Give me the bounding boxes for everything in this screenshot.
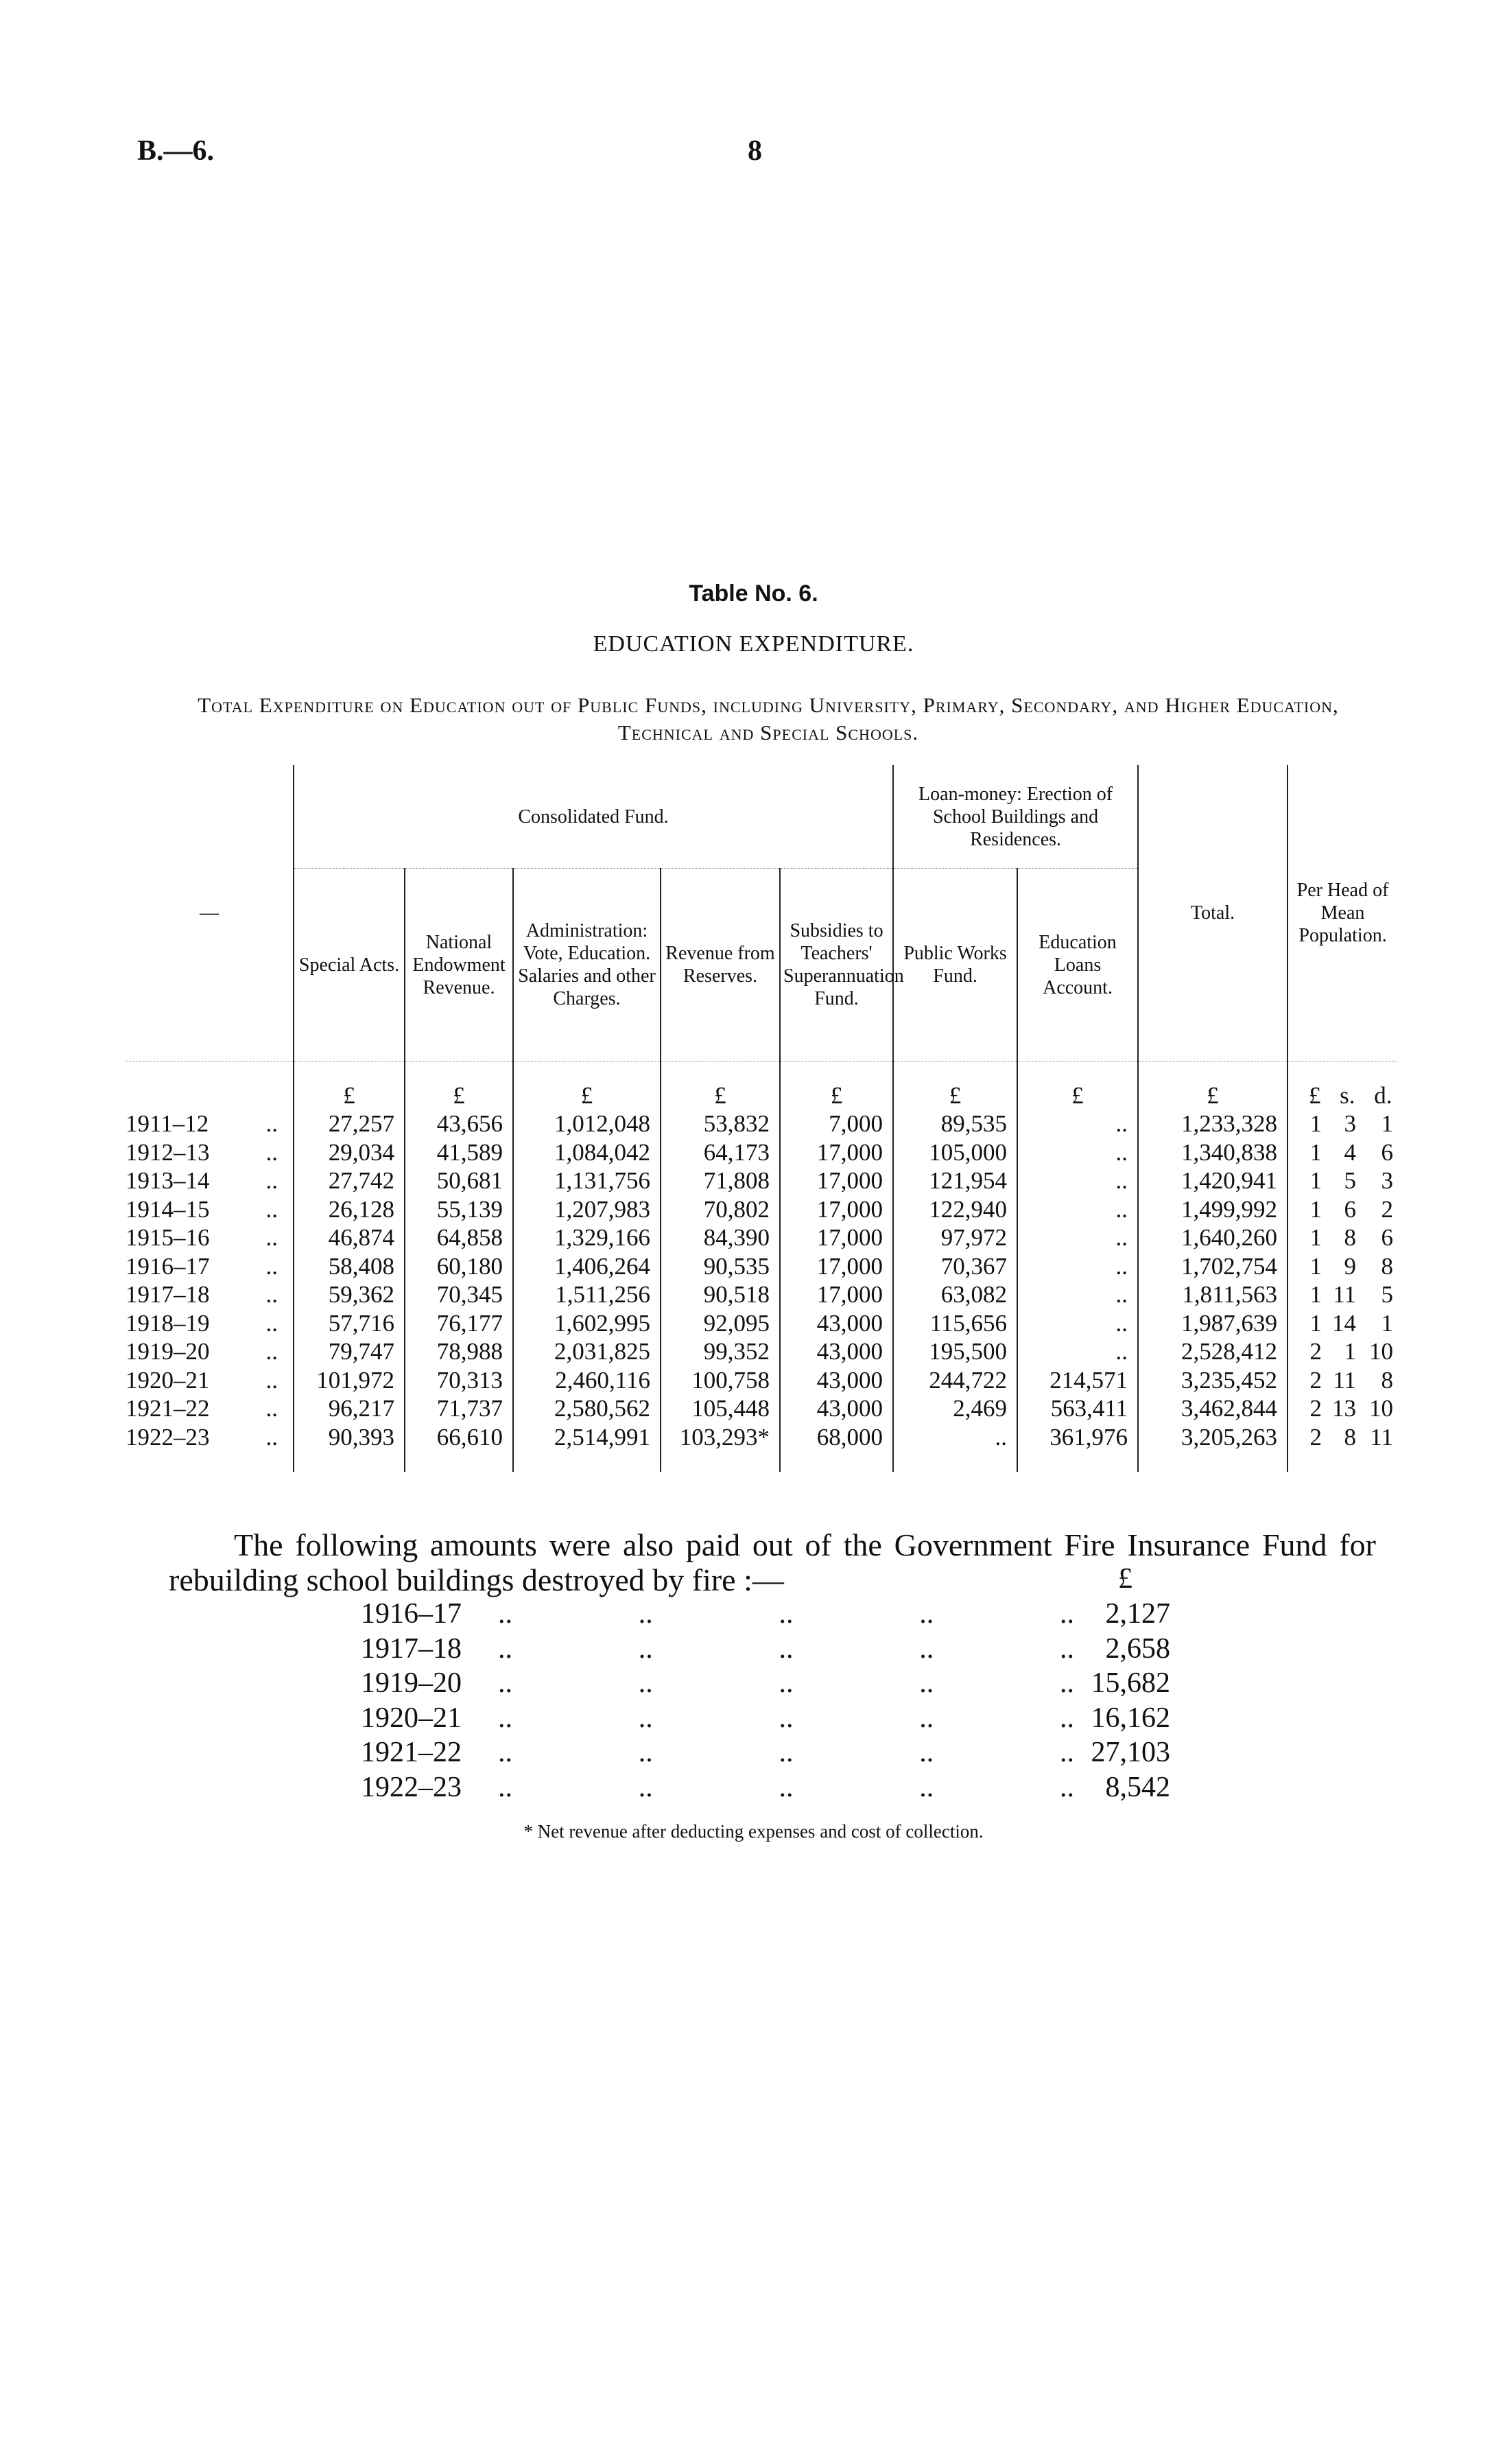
per-head-pence: 8 bbox=[1381, 1252, 1394, 1280]
fire-fund-row bbox=[361, 1771, 1170, 1805]
tail-cell bbox=[294, 1451, 405, 1472]
tail-cell bbox=[780, 1451, 893, 1472]
table-row bbox=[126, 1252, 1397, 1281]
loan-money-header: Loan-money: Erection of School Buildings and Residences. bbox=[893, 765, 1138, 869]
value-cell: 90,393 bbox=[294, 1423, 405, 1452]
tail-cell bbox=[893, 1451, 1017, 1472]
per-head-shillings: 6 bbox=[1344, 1195, 1357, 1223]
value-cell: 1,640,260 bbox=[1138, 1223, 1288, 1252]
leader-dots: .. .. .. .. .. bbox=[498, 1632, 1074, 1665]
value-cell: 1,084,042 bbox=[513, 1138, 661, 1167]
per-head-pence: 8 bbox=[1381, 1366, 1394, 1394]
value-cell: 17,000 bbox=[780, 1223, 893, 1252]
per-head-cell bbox=[1288, 1252, 1397, 1281]
per-head-pounds: 1 bbox=[1309, 1195, 1322, 1223]
leader-dots: .. bbox=[265, 1167, 278, 1194]
value-cell: 89,535 bbox=[893, 1110, 1017, 1138]
value-cell: 53,832 bbox=[661, 1110, 780, 1138]
total-header: Total. bbox=[1138, 765, 1288, 1061]
table-row bbox=[126, 1394, 1397, 1423]
fire-year: 1920–21 bbox=[361, 1702, 462, 1734]
value-cell: 43,000 bbox=[780, 1337, 893, 1366]
year-cell bbox=[126, 1309, 294, 1338]
value-cell: 43,000 bbox=[780, 1309, 893, 1338]
consolidated-fund-header: Consolidated Fund. bbox=[294, 765, 893, 869]
education-expenditure-table bbox=[126, 765, 1397, 1472]
value-cell: 64,858 bbox=[405, 1223, 513, 1252]
unit-label: s. bbox=[1340, 1081, 1355, 1109]
fire-year: 1917–18 bbox=[361, 1632, 462, 1665]
value-cell: 1,340,838 bbox=[1138, 1138, 1288, 1167]
table-row bbox=[126, 1166, 1397, 1195]
table-row bbox=[126, 1138, 1397, 1167]
value-cell: 2,460,116 bbox=[513, 1366, 661, 1395]
value-cell: 1,131,756 bbox=[513, 1166, 661, 1195]
value-cell: 92,095 bbox=[661, 1309, 780, 1338]
fire-fund-row bbox=[361, 1597, 1170, 1632]
per-head-units bbox=[1288, 1061, 1397, 1110]
value-cell: 17,000 bbox=[780, 1166, 893, 1195]
year-cell bbox=[126, 1223, 294, 1252]
leader-dots: .. bbox=[265, 1138, 278, 1166]
year-cell bbox=[126, 1138, 294, 1167]
per-head-pence: 3 bbox=[1381, 1167, 1394, 1194]
year-cell bbox=[126, 1423, 294, 1452]
per-head-shillings: 3 bbox=[1344, 1110, 1357, 1137]
leader-dots: .. bbox=[265, 1252, 278, 1280]
value-cell: 60,180 bbox=[405, 1252, 513, 1281]
value-cell: 41,589 bbox=[405, 1138, 513, 1167]
value-cell: 121,954 bbox=[893, 1166, 1017, 1195]
fire-amount: 2,127 bbox=[1105, 1598, 1170, 1630]
value-cell: 1,012,048 bbox=[513, 1110, 661, 1138]
year-label: 1921–22 bbox=[126, 1395, 210, 1422]
value-cell: 17,000 bbox=[780, 1195, 893, 1224]
value-cell: 46,874 bbox=[294, 1223, 405, 1252]
year-cell bbox=[126, 1280, 294, 1309]
value-cell: 2,469 bbox=[893, 1394, 1017, 1423]
per-head-pounds: 1 bbox=[1309, 1224, 1322, 1251]
year-cell bbox=[126, 1252, 294, 1281]
per-head-cell bbox=[1288, 1138, 1397, 1167]
leader-dots: .. bbox=[265, 1395, 278, 1422]
tail-cell bbox=[126, 1451, 294, 1472]
value-cell: 2,528,412 bbox=[1138, 1337, 1288, 1366]
value-cell: 17,000 bbox=[780, 1252, 893, 1281]
value-cell: .. bbox=[893, 1423, 1017, 1452]
fire-amount: 15,682 bbox=[1091, 1667, 1170, 1699]
unit-label: £ bbox=[513, 1061, 661, 1110]
value-cell: 1,602,995 bbox=[513, 1309, 661, 1338]
year-label: 1919–20 bbox=[126, 1338, 210, 1365]
table-row bbox=[126, 1309, 1397, 1338]
value-cell: 1,207,983 bbox=[513, 1195, 661, 1224]
per-head-pounds: 2 bbox=[1309, 1366, 1322, 1394]
leader-dots: .. .. .. .. .. bbox=[498, 1667, 1074, 1699]
value-cell: .. bbox=[1017, 1252, 1138, 1281]
per-head-pounds: 1 bbox=[1309, 1252, 1322, 1280]
year-label: 1913–14 bbox=[126, 1167, 210, 1194]
value-cell: 43,656 bbox=[405, 1110, 513, 1138]
value-cell: 71,737 bbox=[405, 1394, 513, 1423]
value-cell: 361,976 bbox=[1017, 1423, 1138, 1452]
year-cell bbox=[126, 1366, 294, 1395]
education-loans-header: Education Loans Account. bbox=[1017, 869, 1138, 1061]
value-cell: 2,031,825 bbox=[513, 1337, 661, 1366]
value-cell: 1,499,992 bbox=[1138, 1195, 1288, 1224]
tail-cell bbox=[405, 1451, 513, 1472]
value-cell: .. bbox=[1017, 1110, 1138, 1138]
value-cell: 1,329,166 bbox=[513, 1223, 661, 1252]
revenue-reserves-header: Revenue from Reserves. bbox=[661, 869, 780, 1061]
value-cell: 122,940 bbox=[893, 1195, 1017, 1224]
fire-amount: 16,162 bbox=[1091, 1702, 1170, 1734]
per-head-cell bbox=[1288, 1280, 1397, 1309]
value-cell: 1,406,264 bbox=[513, 1252, 661, 1281]
value-cell: 3,235,452 bbox=[1138, 1366, 1288, 1395]
per-head-shillings: 8 bbox=[1344, 1423, 1357, 1451]
value-cell: 78,988 bbox=[405, 1337, 513, 1366]
table-row bbox=[126, 1423, 1397, 1452]
units-row bbox=[126, 1061, 1397, 1110]
per-head-shillings: 1 bbox=[1344, 1338, 1357, 1365]
table-row bbox=[126, 1110, 1397, 1138]
tail-cell bbox=[1017, 1451, 1138, 1472]
year-label: 1916–17 bbox=[126, 1252, 210, 1280]
value-cell: 17,000 bbox=[780, 1280, 893, 1309]
administration-header: Administration: Vote, Education. Salaries and other Charges. bbox=[513, 869, 661, 1061]
fire-amount: 2,658 bbox=[1105, 1632, 1170, 1665]
tail-cell bbox=[513, 1451, 661, 1472]
year-cell bbox=[126, 1166, 294, 1195]
per-head-pounds: 2 bbox=[1309, 1338, 1322, 1365]
unit-label: £ bbox=[893, 1061, 1017, 1110]
per-head-pounds: 1 bbox=[1309, 1138, 1322, 1166]
value-cell: 70,313 bbox=[405, 1366, 513, 1395]
per-head-pence: 10 bbox=[1369, 1338, 1394, 1365]
per-head-cell bbox=[1288, 1309, 1397, 1338]
leader-dots: .. .. .. .. .. bbox=[498, 1702, 1074, 1734]
table-heading: EDUCATION EXPENDITURE. bbox=[593, 631, 914, 657]
tail-cell bbox=[661, 1451, 780, 1472]
fire-fund-row bbox=[361, 1702, 1170, 1736]
per-head-cell bbox=[1288, 1110, 1397, 1138]
public-works-header: Public Works Fund. bbox=[893, 869, 1017, 1061]
value-cell: 103,293* bbox=[661, 1423, 780, 1452]
per-head-pence: 1 bbox=[1381, 1110, 1394, 1137]
value-cell: 76,177 bbox=[405, 1309, 513, 1338]
per-head-cell bbox=[1288, 1394, 1397, 1423]
fire-year: 1916–17 bbox=[361, 1598, 462, 1630]
value-cell: 105,000 bbox=[893, 1138, 1017, 1167]
page-reference: B.—6. bbox=[137, 135, 215, 167]
value-cell: 90,518 bbox=[661, 1280, 780, 1309]
value-cell: 195,500 bbox=[893, 1337, 1017, 1366]
unit-label: £ bbox=[1017, 1061, 1138, 1110]
unit-label: £ bbox=[661, 1061, 780, 1110]
value-cell: 43,000 bbox=[780, 1394, 893, 1423]
fire-fund-unit: £ bbox=[1118, 1563, 1132, 1595]
per-head-pounds: 1 bbox=[1309, 1281, 1322, 1308]
year-cell bbox=[126, 1337, 294, 1366]
value-cell: 2,514,991 bbox=[513, 1423, 661, 1452]
per-head-pounds: 1 bbox=[1309, 1167, 1322, 1194]
value-cell: 115,656 bbox=[893, 1309, 1017, 1338]
leader-dots: .. bbox=[265, 1309, 278, 1337]
value-cell: 27,257 bbox=[294, 1110, 405, 1138]
value-cell: 563,411 bbox=[1017, 1394, 1138, 1423]
value-cell: 43,000 bbox=[780, 1366, 893, 1395]
per-head-cell bbox=[1288, 1195, 1397, 1224]
per-head-cell bbox=[1288, 1366, 1397, 1395]
value-cell: 3,205,263 bbox=[1138, 1423, 1288, 1452]
value-cell: 99,352 bbox=[661, 1337, 780, 1366]
tail-cell bbox=[1288, 1451, 1397, 1472]
unit-label: £ bbox=[780, 1061, 893, 1110]
value-cell: 1,811,563 bbox=[1138, 1280, 1288, 1309]
year-label: 1920–21 bbox=[126, 1366, 210, 1394]
leader-dots: .. bbox=[265, 1338, 278, 1365]
leader-dots: .. .. .. .. .. bbox=[498, 1771, 1074, 1803]
year-label: 1915–16 bbox=[126, 1224, 210, 1251]
year-label: 1922–23 bbox=[126, 1423, 210, 1451]
unit-label: £ bbox=[294, 1061, 405, 1110]
value-cell: 64,173 bbox=[661, 1138, 780, 1167]
value-cell: 66,610 bbox=[405, 1423, 513, 1452]
value-cell: 70,345 bbox=[405, 1280, 513, 1309]
fire-amount: 8,542 bbox=[1105, 1771, 1170, 1803]
leader-dots: .. bbox=[265, 1423, 278, 1451]
table-subtitle: Total Expenditure on Education out of Public Funds, including University, Primary, Secondary, and Higher Education, Technical and Special Schools. bbox=[198, 693, 1339, 744]
value-cell: 97,972 bbox=[893, 1223, 1017, 1252]
unit-label: £ bbox=[1138, 1061, 1288, 1110]
fire-year: 1921–22 bbox=[361, 1737, 462, 1768]
page-number: 8 bbox=[748, 135, 762, 167]
value-cell: 3,462,844 bbox=[1138, 1394, 1288, 1423]
value-cell: .. bbox=[1017, 1309, 1138, 1338]
value-cell: 17,000 bbox=[780, 1138, 893, 1167]
per-head-pounds: 2 bbox=[1309, 1423, 1322, 1451]
per-head-cell bbox=[1288, 1423, 1397, 1452]
fire-fund-row bbox=[361, 1736, 1170, 1770]
leader-dots: .. bbox=[265, 1110, 278, 1137]
value-cell: .. bbox=[1017, 1195, 1138, 1224]
unit-label: d. bbox=[1374, 1081, 1392, 1109]
table-tail bbox=[126, 1451, 1397, 1472]
per-head-pence: 6 bbox=[1381, 1224, 1394, 1251]
value-cell: 100,758 bbox=[661, 1366, 780, 1395]
value-cell: 1,702,754 bbox=[1138, 1252, 1288, 1281]
value-cell: 105,448 bbox=[661, 1394, 780, 1423]
table-row bbox=[126, 1223, 1397, 1252]
per-head-pence: 10 bbox=[1369, 1395, 1394, 1422]
year-label: 1917–18 bbox=[126, 1281, 210, 1308]
value-cell: 50,681 bbox=[405, 1166, 513, 1195]
year-cell bbox=[126, 1110, 294, 1138]
national-endowment-header: National Endowment Revenue. bbox=[405, 869, 513, 1061]
value-cell: 70,367 bbox=[893, 1252, 1017, 1281]
value-cell: 90,535 bbox=[661, 1252, 780, 1281]
fire-fund-row bbox=[361, 1632, 1170, 1667]
per-head-pence: 11 bbox=[1370, 1423, 1394, 1451]
table-row bbox=[126, 1366, 1397, 1395]
value-cell: 29,034 bbox=[294, 1138, 405, 1167]
per-head-header: Per Head of Mean Population. bbox=[1288, 765, 1397, 1061]
per-head-shillings: 11 bbox=[1333, 1366, 1357, 1394]
value-cell: 79,747 bbox=[294, 1337, 405, 1366]
value-cell: 59,362 bbox=[294, 1280, 405, 1309]
per-head-pence: 6 bbox=[1381, 1138, 1394, 1166]
value-cell: 96,217 bbox=[294, 1394, 405, 1423]
year-cell bbox=[126, 1195, 294, 1224]
year-label: 1911–12 bbox=[126, 1110, 209, 1137]
value-cell: 84,390 bbox=[661, 1223, 780, 1252]
value-cell: 27,742 bbox=[294, 1166, 405, 1195]
unit-label: £ bbox=[1309, 1081, 1321, 1109]
year-column-header: — bbox=[126, 765, 294, 1061]
per-head-pounds: 1 bbox=[1309, 1110, 1322, 1137]
fire-year: 1922–23 bbox=[361, 1771, 462, 1803]
fire-fund-text: The following amounts were also paid out of the Government Fire Insurance Fund for rebuilding school buildings destroyed by fire :— bbox=[169, 1527, 1376, 1597]
value-cell: 1,511,256 bbox=[513, 1280, 661, 1309]
value-cell: .. bbox=[1017, 1138, 1138, 1167]
per-head-shillings: 11 bbox=[1333, 1281, 1357, 1308]
fire-fund-paragraph bbox=[169, 1527, 1376, 1597]
value-cell: 71,808 bbox=[661, 1166, 780, 1195]
value-cell: 55,139 bbox=[405, 1195, 513, 1224]
value-cell: 101,972 bbox=[294, 1366, 405, 1395]
year-label: 1912–13 bbox=[126, 1138, 210, 1166]
value-cell: 26,128 bbox=[294, 1195, 405, 1224]
year-label: 1914–15 bbox=[126, 1195, 210, 1223]
per-head-shillings: 4 bbox=[1344, 1138, 1357, 1166]
per-head-pence: 1 bbox=[1381, 1309, 1394, 1337]
tail-cell bbox=[1138, 1451, 1288, 1472]
value-cell: 214,571 bbox=[1017, 1366, 1138, 1395]
value-cell: .. bbox=[1017, 1166, 1138, 1195]
per-head-shillings: 14 bbox=[1332, 1309, 1357, 1337]
value-cell: .. bbox=[1017, 1223, 1138, 1252]
value-cell: 7,000 bbox=[780, 1110, 893, 1138]
per-head-pounds: 2 bbox=[1309, 1395, 1322, 1422]
per-head-pence: 2 bbox=[1381, 1195, 1394, 1223]
subsidies-header: Subsidies to Teachers' Superannuation Fund. bbox=[780, 869, 893, 1061]
value-cell: 1,420,941 bbox=[1138, 1166, 1288, 1195]
leader-dots: .. bbox=[265, 1195, 278, 1223]
footnote: * Net revenue after deducting expenses and cost of collection. bbox=[523, 1821, 984, 1842]
value-cell: 68,000 bbox=[780, 1423, 893, 1452]
leader-dots: .. .. .. .. .. bbox=[498, 1737, 1074, 1768]
per-head-shillings: 9 bbox=[1344, 1252, 1357, 1280]
value-cell: .. bbox=[1017, 1337, 1138, 1366]
leader-dots: .. bbox=[265, 1281, 278, 1308]
value-cell: 244,722 bbox=[893, 1366, 1017, 1395]
per-head-cell bbox=[1288, 1337, 1397, 1366]
leader-dots: .. .. .. .. .. bbox=[498, 1598, 1074, 1630]
per-head-shillings: 8 bbox=[1344, 1224, 1357, 1251]
value-cell: 57,716 bbox=[294, 1309, 405, 1338]
value-cell: 63,082 bbox=[893, 1280, 1017, 1309]
value-cell: 1,233,328 bbox=[1138, 1110, 1288, 1138]
per-head-shillings: 13 bbox=[1332, 1395, 1357, 1422]
value-cell: .. bbox=[1017, 1280, 1138, 1309]
unit-label: £ bbox=[405, 1061, 513, 1110]
per-head-pence: 5 bbox=[1381, 1281, 1394, 1308]
leader-dots: .. bbox=[265, 1224, 278, 1251]
fire-amount: 27,103 bbox=[1091, 1737, 1170, 1768]
per-head-cell bbox=[1288, 1223, 1397, 1252]
leader-dots: .. bbox=[265, 1366, 278, 1394]
value-cell: 2,580,562 bbox=[513, 1394, 661, 1423]
fire-fund-row bbox=[361, 1667, 1170, 1701]
units-blank bbox=[126, 1061, 294, 1110]
year-label: 1918–19 bbox=[126, 1309, 210, 1337]
table-row bbox=[126, 1337, 1397, 1366]
value-cell: 58,408 bbox=[294, 1252, 405, 1281]
value-cell: 1,987,639 bbox=[1138, 1309, 1288, 1338]
per-head-cell bbox=[1288, 1166, 1397, 1195]
per-head-shillings: 5 bbox=[1344, 1167, 1357, 1194]
year-cell bbox=[126, 1394, 294, 1423]
fire-year: 1919–20 bbox=[361, 1667, 462, 1699]
value-cell: 70,802 bbox=[661, 1195, 780, 1224]
per-head-pounds: 1 bbox=[1309, 1309, 1322, 1337]
special-acts-header: Special Acts. bbox=[294, 869, 405, 1061]
table-title: Table No. 6. bbox=[689, 580, 818, 607]
table-row bbox=[126, 1195, 1397, 1224]
table-row bbox=[126, 1280, 1397, 1309]
